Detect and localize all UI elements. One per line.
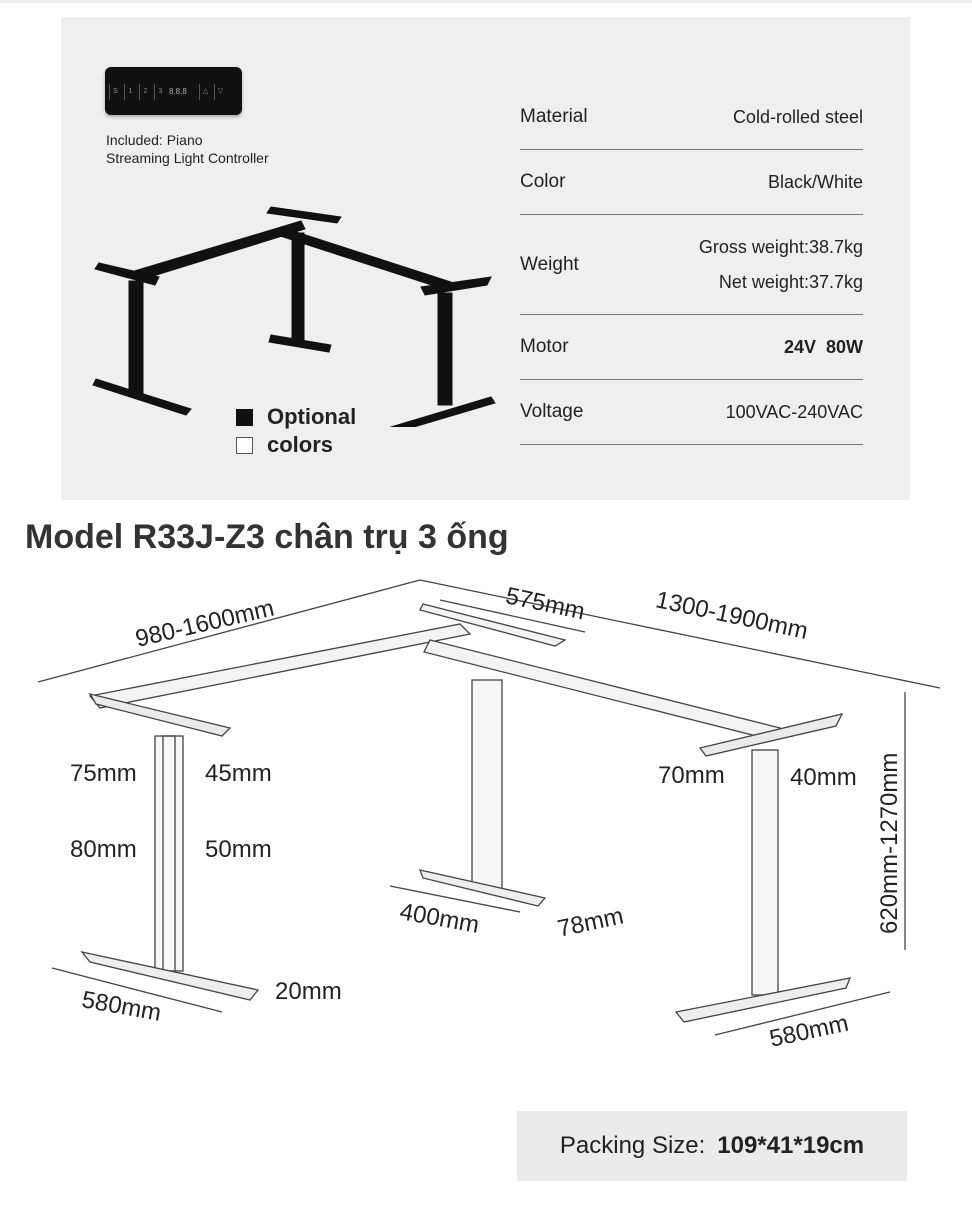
right-column: [438, 293, 452, 405]
left-column-drawing: [155, 736, 183, 971]
motor-value: 24V 80W: [783, 336, 863, 357]
spec-row-motor: [520, 315, 863, 380]
dim-left-top-outer: 75mm: [70, 760, 137, 787]
color-value: Black/White: [767, 171, 863, 192]
dim-left-width: 980-1600mm: [132, 594, 277, 653]
voltage-value: 100VAC-240VAC: [725, 401, 863, 422]
dim-right-inner: 40mm: [790, 764, 857, 791]
spec-row-weight: [520, 215, 863, 315]
dim-center-foot: 400mm: [397, 898, 482, 939]
spec-row-material: [520, 85, 863, 150]
controller-image: [105, 67, 242, 115]
packing-size: [517, 1111, 907, 1181]
dim-left-top-inner: 45mm: [205, 760, 272, 787]
weight-label: Weight: [520, 253, 579, 275]
motor-label: Motor: [520, 336, 569, 357]
dim-left-bottom-inner: 50mm: [205, 836, 272, 863]
top-arm: [267, 207, 341, 223]
controller-key: 2: [139, 84, 151, 100]
dim-height: 620mm-1270mm: [876, 752, 903, 934]
model-title: Model R33J-Z3 chân trụ 3 ống: [25, 518, 509, 556]
included-line-2: Streaming Light Controller: [106, 150, 269, 166]
dim-left-foot: 580mm: [79, 986, 164, 1027]
packing-label: Packing Size:: [559, 1132, 706, 1159]
spec-row-color: [520, 150, 863, 215]
left-beam: [131, 221, 305, 281]
dim-left-bottom-outer: 80mm: [70, 836, 137, 863]
dim-foot-height: 20mm: [275, 978, 342, 1005]
top-divider: [0, 0, 972, 3]
dim-right-foot: 580mm: [767, 1009, 851, 1053]
controller-key: S: [109, 84, 121, 100]
voltage-label: Voltage: [520, 401, 584, 422]
black-swatch: [236, 409, 253, 426]
center-column: [292, 233, 304, 341]
controller-display: 8.8.8: [169, 87, 187, 96]
dim-center-foot-width: 78mm: [555, 902, 626, 943]
optional-label: Optional: [267, 404, 357, 429]
dim-top-depth: 575mm: [503, 582, 588, 626]
desk-frame-photo: [91, 197, 531, 427]
color-label: Color: [520, 171, 566, 192]
controller-key: 3: [154, 84, 166, 100]
left-arm-drawing: [90, 694, 230, 736]
up-arrow-icon: △: [199, 84, 211, 100]
weight-values: [699, 230, 863, 300]
spec-row-voltage: [520, 380, 863, 445]
colors-label: colors: [267, 432, 334, 457]
packing-value: 109*41*19cm: [717, 1132, 865, 1159]
color-options: [236, 403, 356, 459]
net-weight: Net weight:37.7kg: [718, 271, 863, 292]
spec-panel: [61, 17, 910, 500]
material-label: Material: [520, 106, 588, 127]
white-swatch: [236, 437, 253, 454]
right-column-drawing: [752, 750, 778, 995]
dim-right-outer: 70mm: [658, 762, 725, 789]
included-note: [106, 131, 269, 167]
left-column: [129, 281, 143, 393]
included-line-1: Included: Piano: [106, 132, 203, 148]
controller-key: 1: [124, 84, 136, 100]
dimension-diagram: [0, 560, 972, 1080]
center-column-drawing: [472, 680, 502, 890]
down-arrow-icon: ▽: [214, 84, 226, 100]
spec-table: [520, 85, 863, 445]
gross-weight: Gross weight:38.7kg: [698, 236, 863, 257]
material-value: Cold-rolled steel: [732, 106, 863, 127]
dim-right-width: 1300-1900mm: [653, 586, 811, 645]
